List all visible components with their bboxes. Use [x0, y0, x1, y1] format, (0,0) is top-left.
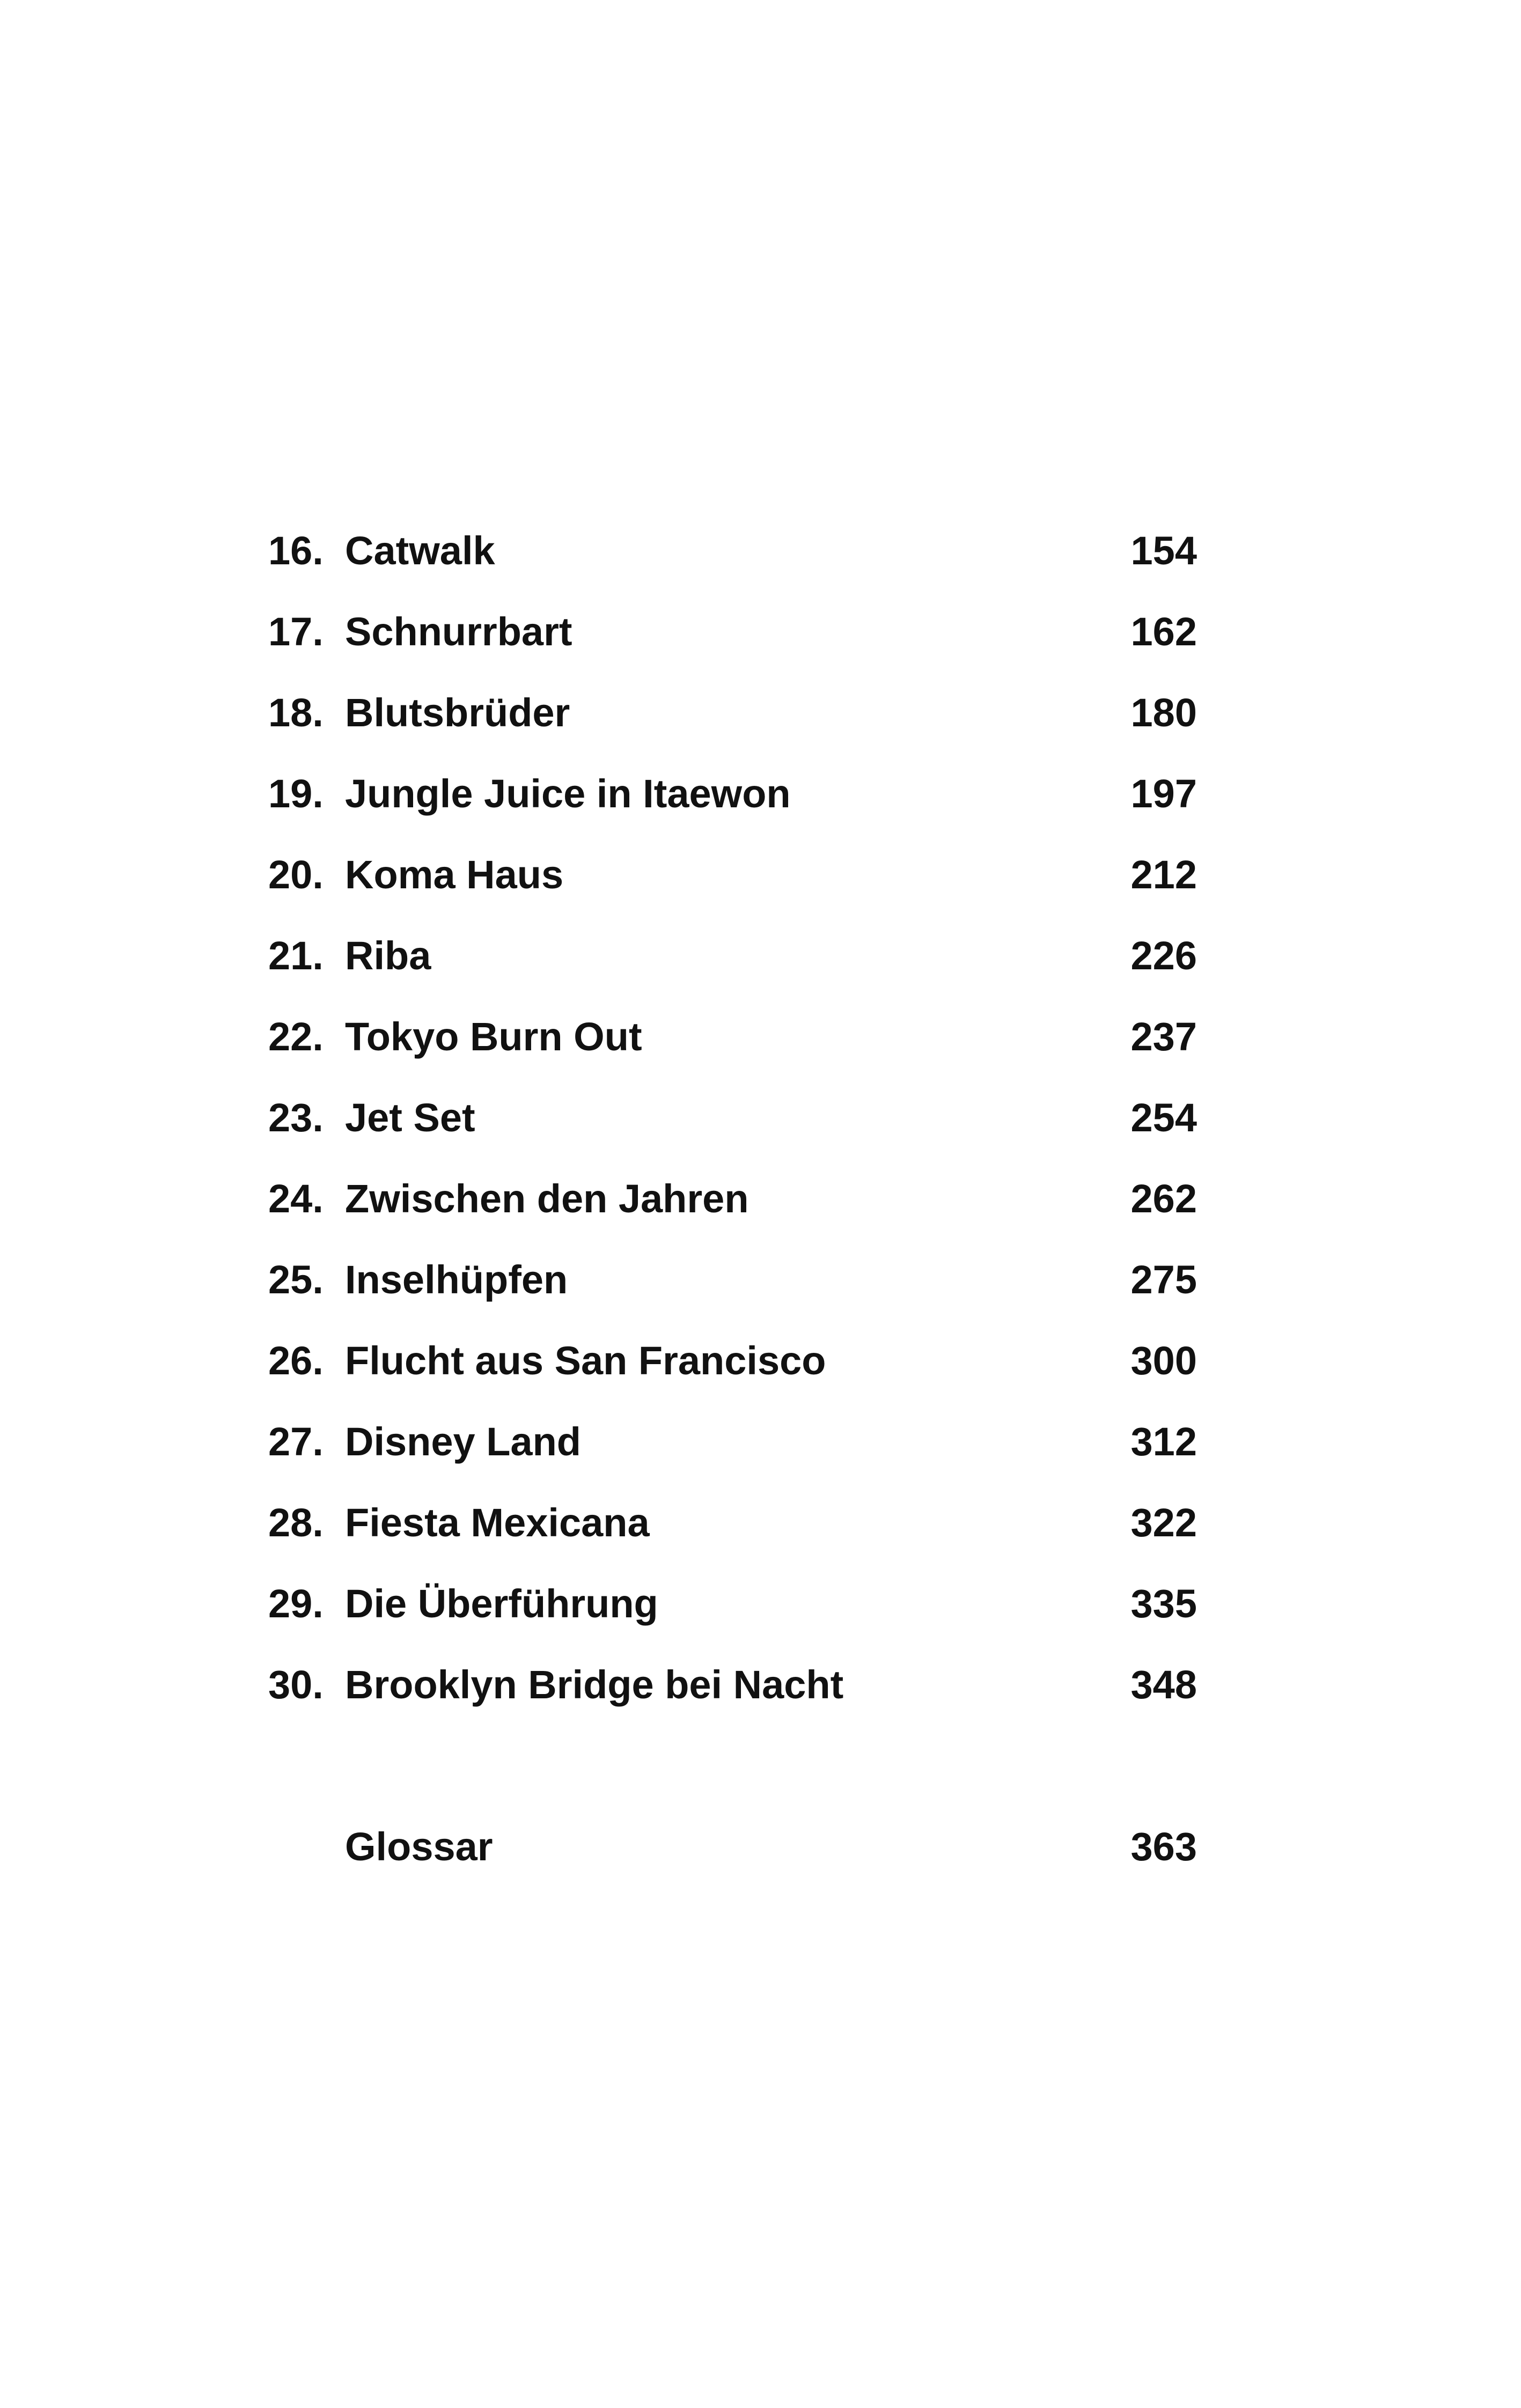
chapter-title: Zwischen den Jahren — [345, 1176, 749, 1221]
page-number: 226 — [1130, 933, 1197, 978]
toc-entry-27 — [0, 1412, 1521, 1471]
page-number: 262 — [1130, 1176, 1197, 1221]
chapter-title: Tokyo Burn Out — [345, 1014, 642, 1059]
page-number: 162 — [1130, 609, 1197, 654]
toc-entry-16 — [0, 521, 1521, 580]
page-number: 348 — [1130, 1662, 1197, 1707]
chapter-number: 20. — [268, 852, 324, 897]
toc-entry-30 — [0, 1655, 1521, 1714]
page-number: 322 — [1130, 1500, 1197, 1545]
toc-entry-23 — [0, 1088, 1521, 1147]
page-number: 300 — [1130, 1338, 1197, 1383]
chapter-number: 18. — [268, 690, 324, 735]
toc-entry-20 — [0, 845, 1521, 904]
page-number: 180 — [1130, 690, 1197, 735]
toc-entry-24 — [0, 1169, 1521, 1228]
chapter-number: 22. — [268, 1014, 324, 1059]
page-number: 237 — [1130, 1014, 1197, 1059]
chapter-title: Koma Haus — [345, 852, 564, 897]
chapter-number: 24. — [268, 1176, 324, 1221]
chapter-title: Schnurrbart — [345, 609, 572, 654]
chapter-number: 26. — [268, 1338, 324, 1383]
chapter-title: Fiesta Mexicana — [345, 1500, 650, 1545]
chapter-title: Brooklyn Bridge bei Nacht — [345, 1662, 844, 1707]
chapter-title: Jet Set — [345, 1095, 475, 1140]
page-number: 312 — [1130, 1419, 1197, 1464]
chapter-number: 19. — [268, 771, 324, 816]
chapter-number: 21. — [268, 933, 324, 978]
toc-entry-18 — [0, 683, 1521, 742]
page-number: 335 — [1130, 1581, 1197, 1626]
chapter-title: Disney Land — [345, 1419, 581, 1464]
chapter-number: 23. — [268, 1095, 324, 1140]
page-number: 363 — [1130, 1824, 1197, 1869]
toc-entry-29 — [0, 1574, 1521, 1633]
chapter-title: Die Überführung — [345, 1581, 658, 1626]
chapter-title: Riba — [345, 933, 431, 978]
chapter-number: 30. — [268, 1662, 324, 1707]
toc-entry-glossary — [0, 1817, 1521, 1876]
toc-entry-25 — [0, 1250, 1521, 1309]
toc-entry-26 — [0, 1331, 1521, 1390]
toc-entry-17 — [0, 602, 1521, 661]
chapter-title: Flucht aus San Francisco — [345, 1338, 826, 1383]
page-number: 275 — [1130, 1257, 1197, 1302]
chapter-number: 16. — [268, 528, 324, 573]
toc-entry-19 — [0, 764, 1521, 823]
toc-entry-22 — [0, 1007, 1521, 1066]
toc-entry-28 — [0, 1493, 1521, 1552]
chapter-title: Catwalk — [345, 528, 495, 573]
chapter-title: Inselhüpfen — [345, 1257, 568, 1302]
page-number: 197 — [1130, 771, 1197, 816]
chapter-title: Blutsbrüder — [345, 690, 570, 735]
chapter-title: Jungle Juice in Itaewon — [345, 771, 791, 816]
toc-entry-21 — [0, 926, 1521, 985]
page-number: 254 — [1130, 1095, 1197, 1140]
chapter-number: 25. — [268, 1257, 324, 1302]
chapter-number: 28. — [268, 1500, 324, 1545]
page-number: 212 — [1130, 852, 1197, 897]
chapter-number: 17. — [268, 609, 324, 654]
page-number: 154 — [1130, 528, 1197, 573]
glossary-title: Glossar — [345, 1824, 493, 1869]
chapter-number: 29. — [268, 1581, 324, 1626]
chapter-number: 27. — [268, 1419, 324, 1464]
